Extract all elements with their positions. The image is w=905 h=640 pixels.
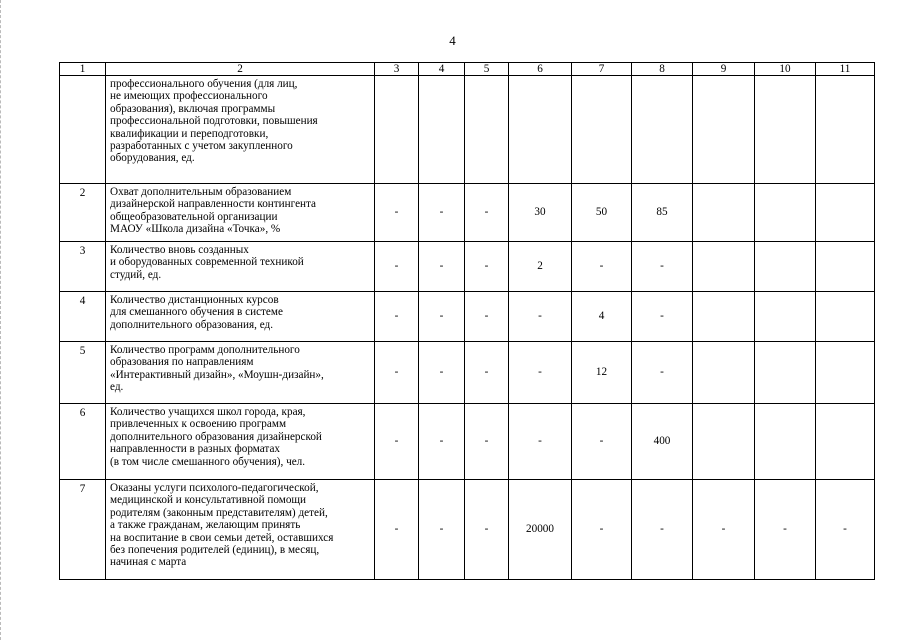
- indicator-value: [465, 76, 509, 184]
- indicator-value: -: [465, 184, 509, 242]
- row-number: 4: [60, 292, 106, 342]
- indicator-value: -: [465, 292, 509, 342]
- indicator-value: 2: [509, 242, 572, 292]
- indicator-name: профессионального обучения (для лиц, не имеющих профессионального образования), включая программы профессиональной подготовки, повышения квалификации и переподготовки, разработанных с учетом закупленного оборудования, ед.: [106, 76, 375, 184]
- indicator-name: Количество дистанционных курсов для смешанного обучения в системе дополнительного образования, ед.: [106, 292, 375, 342]
- indicator-value: -: [465, 242, 509, 292]
- indicator-value: -: [632, 242, 693, 292]
- table-row: [60, 404, 875, 480]
- column-header: 9: [693, 63, 755, 76]
- indicator-value: -: [465, 342, 509, 404]
- indicator-value: -: [375, 342, 419, 404]
- indicator-value: -: [509, 342, 572, 404]
- indicator-value: 30: [509, 184, 572, 242]
- indicator-value: [693, 76, 755, 184]
- indicator-value: -: [572, 242, 632, 292]
- indicator-value: [816, 184, 875, 242]
- indicator-value: -: [419, 480, 465, 580]
- indicator-name: Количество учащихся школ города, края, привлеченных к освоению программ дополнительного образования дизайнерской направленности в разных форматах (в том числе смешанного обучения), чел.: [106, 404, 375, 480]
- indicator-value: -: [419, 404, 465, 480]
- indicator-value: [693, 184, 755, 242]
- indicator-value: -: [375, 242, 419, 292]
- indicator-value: [816, 342, 875, 404]
- indicator-value: -: [509, 404, 572, 480]
- indicator-value: [816, 76, 875, 184]
- indicator-value: [755, 184, 816, 242]
- indicator-value: [572, 76, 632, 184]
- column-header: 4: [419, 63, 465, 76]
- indicator-value: -: [375, 404, 419, 480]
- indicator-value: -: [419, 184, 465, 242]
- indicator-value: -: [572, 404, 632, 480]
- indicator-name: Оказаны услуги психолого-педагогической, медицинской и консультативной помощи родителям (законным представителям) детей, а также гражданам, желающим принять на воспитание в свои семьи детей, оставшихся без попечения родителей (единиц), в месяц, начиная с марта: [106, 480, 375, 580]
- table-header-row: [60, 63, 875, 76]
- column-header: 3: [375, 63, 419, 76]
- indicator-value: 50: [572, 184, 632, 242]
- indicator-value: -: [375, 480, 419, 580]
- table-row: [60, 292, 875, 342]
- indicator-value: 4: [572, 292, 632, 342]
- column-header: 7: [572, 63, 632, 76]
- indicator-value: [755, 292, 816, 342]
- column-header: 6: [509, 63, 572, 76]
- indicator-value: [693, 404, 755, 480]
- row-number: 3: [60, 242, 106, 292]
- indicator-value: -: [465, 480, 509, 580]
- indicator-value: -: [693, 480, 755, 580]
- indicator-value: [755, 76, 816, 184]
- column-header: 1: [60, 63, 106, 76]
- indicator-value: 12: [572, 342, 632, 404]
- indicator-value: [693, 292, 755, 342]
- indicator-value: [816, 242, 875, 292]
- indicator-name: Количество программ дополнительного образования по направлениям «Интерактивный дизайн», «Моушн-дизайн», ед.: [106, 342, 375, 404]
- row-number: 2: [60, 184, 106, 242]
- table-row: [60, 242, 875, 292]
- table-row: [60, 184, 875, 242]
- row-number: 5: [60, 342, 106, 404]
- indicator-name: Количество вновь созданных и оборудованных современной техникой студий, ед.: [106, 242, 375, 292]
- indicator-value: [693, 342, 755, 404]
- column-header: 11: [816, 63, 875, 76]
- table-row: [60, 76, 875, 184]
- page-number: 4: [449, 33, 456, 48]
- row-number: 7: [60, 480, 106, 580]
- indicator-name: Охват дополнительным образованием дизайнерской направленности контингента общеобразовательной организации МАОУ «Школа дизайна «Точка», %: [106, 184, 375, 242]
- indicator-value: 85: [632, 184, 693, 242]
- column-header: 10: [755, 63, 816, 76]
- indicator-value: -: [375, 292, 419, 342]
- indicator-value: -: [419, 242, 465, 292]
- indicator-value: -: [632, 292, 693, 342]
- indicator-value: -: [816, 480, 875, 580]
- indicator-value: -: [632, 342, 693, 404]
- page-edge: [0, 0, 2, 640]
- indicator-value: -: [572, 480, 632, 580]
- table-row: [60, 342, 875, 404]
- indicator-value: -: [419, 342, 465, 404]
- indicator-value: [816, 404, 875, 480]
- indicator-value: [509, 76, 572, 184]
- indicator-value: [693, 242, 755, 292]
- indicator-value: -: [509, 292, 572, 342]
- indicator-value: [755, 242, 816, 292]
- indicator-value: -: [755, 480, 816, 580]
- column-header: 2: [106, 63, 375, 76]
- indicator-value: [816, 292, 875, 342]
- indicator-value: [632, 76, 693, 184]
- row-number: 6: [60, 404, 106, 480]
- indicator-value: -: [465, 404, 509, 480]
- indicator-value: -: [419, 292, 465, 342]
- indicator-value: -: [375, 184, 419, 242]
- column-header: 5: [465, 63, 509, 76]
- indicator-value: [755, 342, 816, 404]
- indicator-value: [419, 76, 465, 184]
- indicator-value: [755, 404, 816, 480]
- indicators-table: [59, 62, 875, 580]
- column-header: 8: [632, 63, 693, 76]
- indicator-value: 400: [632, 404, 693, 480]
- indicator-value: -: [632, 480, 693, 580]
- row-number: [60, 76, 106, 184]
- indicator-value: [375, 76, 419, 184]
- indicator-value: 20000: [509, 480, 572, 580]
- table-row: [60, 480, 875, 580]
